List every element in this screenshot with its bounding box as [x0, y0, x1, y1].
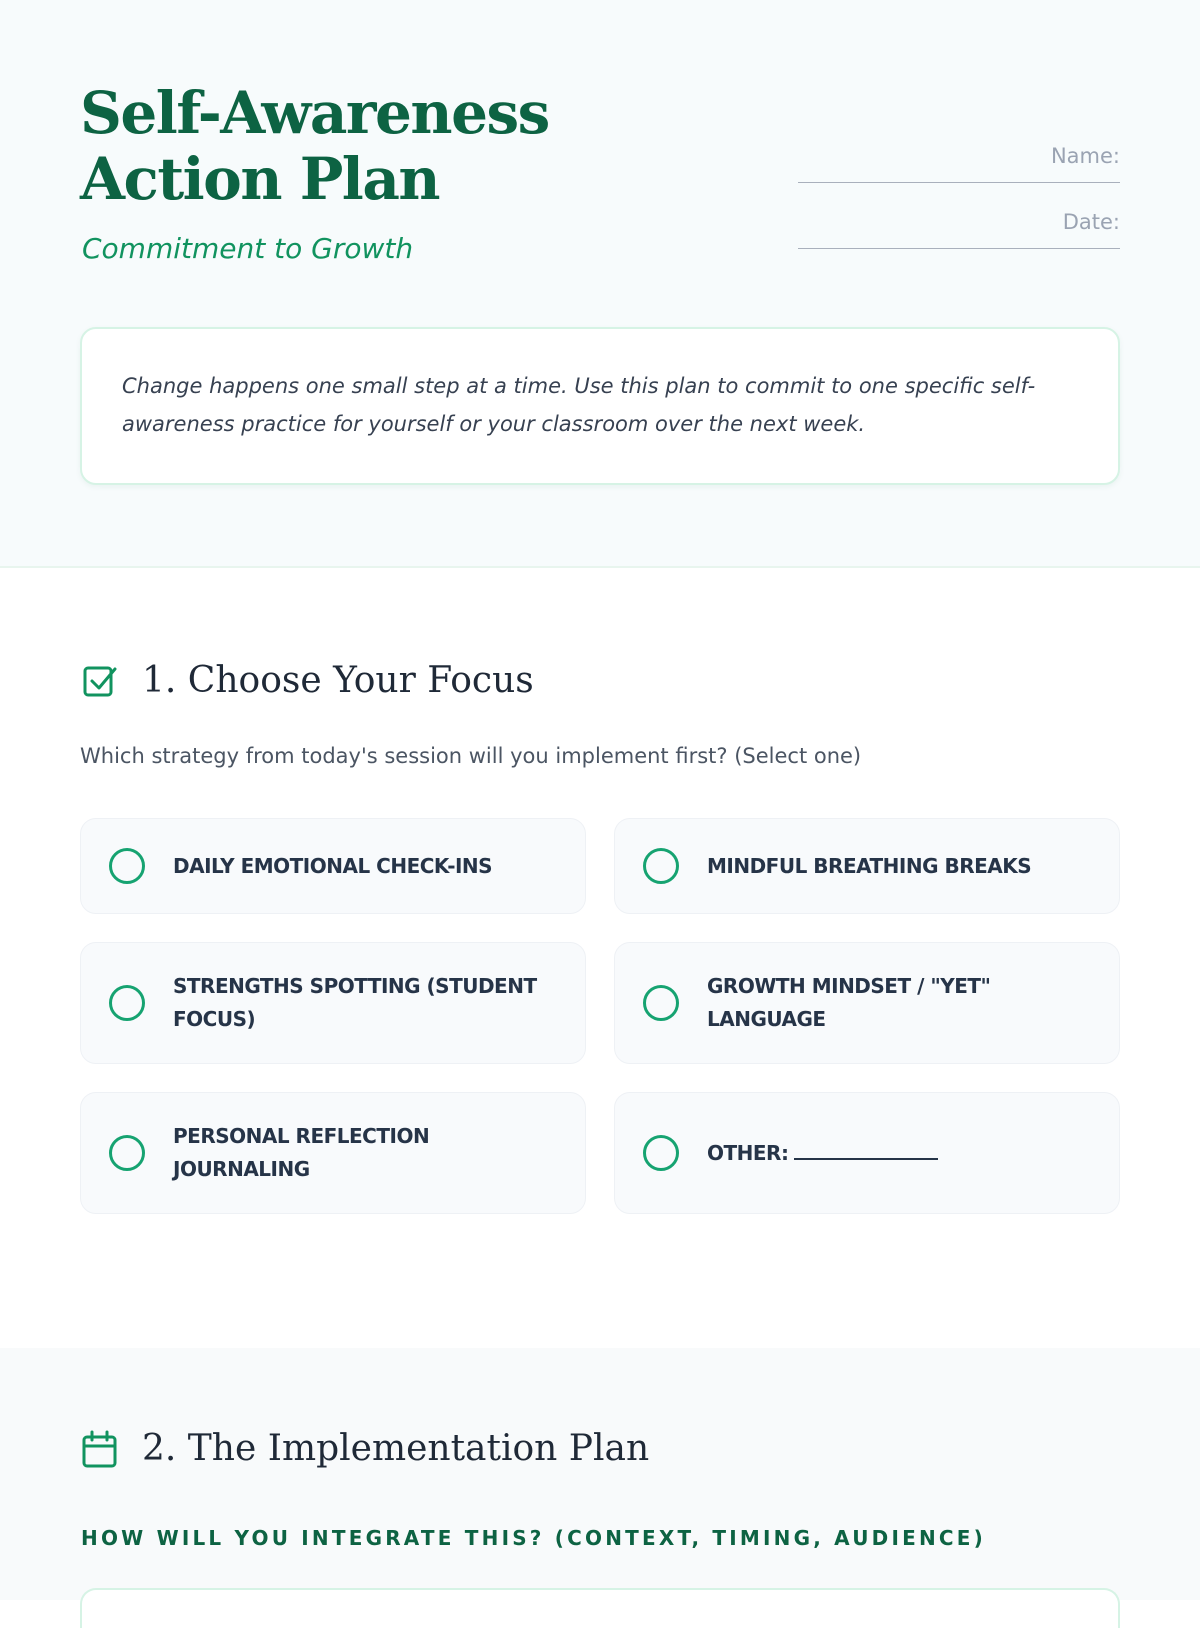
- option-daily-emotional-check-ins[interactable]: [80, 818, 586, 914]
- radio-button[interactable]: [643, 848, 679, 884]
- date-field[interactable]: [798, 210, 1120, 249]
- option-label: OTHER:: [707, 1140, 789, 1165]
- option-other-wrapper: [707, 1137, 938, 1170]
- header-section: [0, 0, 1200, 568]
- name-label: Name:: [1050, 144, 1120, 168]
- option-label: DAILY EMOTIONAL CHECK-INS: [173, 853, 493, 878]
- focus-options: [80, 818, 1120, 1214]
- choose-focus-section: [0, 568, 1200, 1348]
- section1-header: [80, 660, 534, 701]
- option-mindful-breathing-breaks[interactable]: [614, 818, 1120, 914]
- intro-card: [80, 327, 1120, 485]
- date-line[interactable]: [798, 248, 1120, 249]
- intro-text: Change happens one small step at a time. Use this plan to commit to one specific self-awareness practice for yourself or your classroom over the next week.: [122, 374, 1036, 436]
- option-growth-mindset[interactable]: [614, 942, 1120, 1064]
- section1-heading: 1. Choose Your Focus: [142, 660, 534, 701]
- page-title: Self-Awareness Action Plan: [80, 79, 549, 213]
- radio-button[interactable]: [643, 985, 679, 1021]
- name-line[interactable]: [798, 182, 1120, 183]
- page-subtitle: Commitment to Growth: [82, 232, 414, 265]
- section2-heading: 2. The Implementation Plan: [142, 1428, 650, 1469]
- option-label: GROWTH MINDSET / "YET" LANGUAGE: [707, 974, 991, 1031]
- option-other[interactable]: [614, 1092, 1120, 1214]
- section1-prompt: Which strategy from today's session will you implement first? (Select one): [80, 744, 862, 768]
- radio-button[interactable]: [109, 1135, 145, 1171]
- implementation-plan-section: [0, 1348, 1200, 1600]
- radio-button[interactable]: [643, 1135, 679, 1171]
- option-label: STRENGTHS SPOTTING (STUDENT FOCUS): [173, 974, 537, 1031]
- option-strengths-spotting[interactable]: [80, 942, 586, 1064]
- integration-textarea[interactable]: [80, 1588, 1120, 1628]
- checkbox-icon: [80, 661, 120, 701]
- date-label: Date:: [1062, 210, 1120, 234]
- option-label: PERSONAL REFLECTION JOURNALING: [173, 1124, 430, 1181]
- other-blank-line[interactable]: [794, 1140, 938, 1160]
- integration-question: HOW WILL YOU INTEGRATE THIS? (CONTEXT, TIMING, AUDIENCE): [81, 1526, 986, 1550]
- section2-header: [80, 1428, 649, 1469]
- option-label: MINDFUL BREATHING BREAKS: [707, 853, 1032, 878]
- option-personal-reflection-journaling[interactable]: [80, 1092, 586, 1214]
- radio-button[interactable]: [109, 848, 145, 884]
- calendar-icon: [80, 1429, 120, 1469]
- name-field[interactable]: [798, 144, 1120, 183]
- radio-button[interactable]: [109, 985, 145, 1021]
